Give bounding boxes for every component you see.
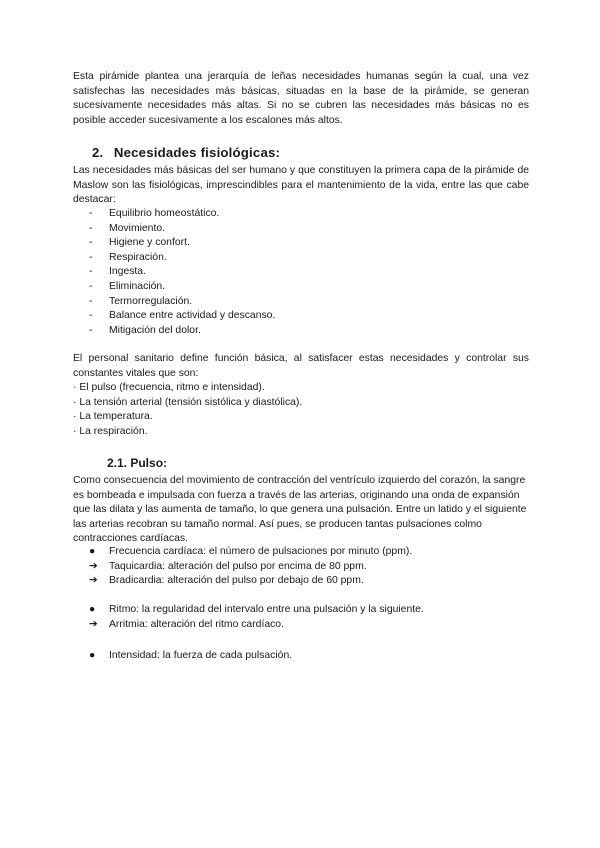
vital-sign-item: · El pulso (frecuencia, ritmo e intensidad). (73, 382, 265, 393)
section-2-number: 2. (92, 145, 104, 160)
dash-marker: - (89, 266, 93, 278)
basic-function-paragraph: El personal sanitario define función básica, al satisfacer estas necesidades y controlar sus constantes vitales que son: (73, 353, 529, 379)
list-item: - Termorregulación. (73, 295, 275, 310)
vital-sign-item: · La respiración. (73, 425, 148, 437)
bullet-icon: ● (89, 650, 96, 661)
list-item: - Eliminación. (73, 280, 275, 295)
list-item: - Higiene y confort. (73, 236, 275, 251)
list-item: - Movimiento. (73, 222, 275, 237)
list-item: - Equilibrio homeostático. (73, 207, 275, 222)
heart-rate-group (73, 545, 412, 589)
physiological-needs-list (73, 207, 275, 338)
dash-marker: - (89, 295, 93, 307)
vital-sign-item: · La tensión arterial (tensión sistólica y diastólica). (73, 396, 303, 408)
list-item: - Respiración. (73, 251, 275, 266)
bullet-icon: ● (89, 604, 96, 615)
bullet-item: ● Frecuencia cardíaca: el número de pulsaciones por minuto (ppm). (73, 545, 412, 560)
pulse-paragraph: Como consecuencia del movimiento de contracción del ventrículo izquierdo del corazón, la sangre es bombeada e impulsada con fuerza a través de las arterias, originando una onda de expansión que las dilata y las aumenta de tamaño, lo que genera una pulsación. Entre un latido y el siguiente las arterias recobran su tamaño normal. Así pues, se producen tantas pulsaciones colmo contracciones cardíacas. (73, 475, 527, 545)
dash-marker: - (89, 222, 93, 234)
bullet-icon: ● (89, 546, 96, 557)
intro-paragraph: Esta pirámide plantea una jerarquía de leñas necesidades humanas según la cual, una vez satisfechas las necesidades más básicas, situadas en la base de la pirámide, se generan sucesivamente necesidades más altas. Si no se cubren las necesidades más básicas no es posible acceder sucesivamente a los escalones más altos. (73, 71, 529, 126)
arrow-item: ➔ Bradicardia: alteración del pulso por debajo de 60 ppm. (73, 574, 412, 589)
dash-marker: - (89, 280, 93, 292)
list-item: - Ingesta. (73, 265, 275, 280)
dash-marker: - (89, 237, 93, 249)
bullet-item: ● Ritmo: la regularidad del intervalo entre una pulsación y la siguiente. (73, 603, 424, 618)
intensity-group (73, 649, 292, 664)
dash-marker: - (89, 324, 93, 336)
dash-marker: - (89, 208, 93, 219)
dash-marker: - (89, 310, 93, 322)
arrow-right-icon: ➔ (89, 575, 98, 587)
vital-sign-item: · La temperatura. (73, 411, 153, 423)
section-2-title: Necesidades fisiológicas: (113, 145, 281, 160)
section-2-heading (92, 145, 280, 160)
arrow-right-icon: ➔ (89, 618, 98, 630)
bullet-item: ● Intensidad: la fuerza de cada pulsación. (73, 649, 292, 664)
arrow-right-icon: ➔ (89, 560, 98, 572)
list-item: - Balance entre actividad y descanso. (73, 309, 275, 324)
arrow-item: ➔ Arritmia: alteración del ritmo cardíaco. (73, 618, 424, 633)
section-2-paragraph: Las necesidades más básicas del ser humano y que constituyen la primera capa de la pirámide de Maslow son las fisiológicas, imprescindibles para el mantenimiento de la vida, entre las que cabe destacar: (73, 165, 529, 206)
rhythm-group (73, 603, 424, 632)
list-item: - Mitigación del dolor. (73, 324, 275, 339)
dash-marker: - (89, 251, 93, 263)
section-2-1-heading: 2.1. Pulso: (107, 456, 168, 470)
arrow-item: ➔ Taquicardia: alteración del pulso por encima de 80 ppm. (73, 560, 412, 575)
vital-signs-list (73, 381, 302, 439)
